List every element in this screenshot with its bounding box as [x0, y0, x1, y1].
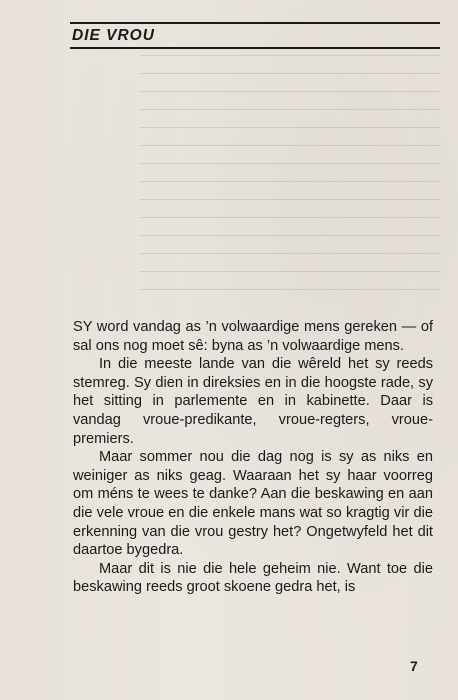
paragraph-2: In die meeste lande van die wêreld het sy reeds stemreg. Sy dien in direksies en in die hoogste rade, sy het sitting in parlemente en in kabinette. Daar is vandag vroue-predikante, vroue-regters, vroue-premiers. [73, 356, 433, 447]
header-rule-bottom [70, 47, 440, 49]
page-number: 7 [410, 658, 418, 674]
paragraph-4: Maar dit is nie die hele geheim nie. Want toe die beskawing reeds groot skoene gedra het, is [73, 560, 433, 596]
paragraph-1: SY word vandag as ’n volwaardige mens gereken — of sal ons nog moet sê: byna as ’n volwaardige mens. [73, 319, 433, 354]
body-text [73, 318, 433, 597]
bleed-through-texture [140, 55, 440, 305]
chapter-title: DIE VROU [72, 27, 155, 44]
chapter-header [70, 22, 440, 49]
paragraph-3: Maar sommer nou die dag nog is sy as niks en weiniger as niks geag. Waaraan het sy haar voorreg om méns te wees te danke? Aan die beskawing en aan die vele vroue en die enkele mans wat so kragtig vir die erkenning van die vrou gestry het? Ongetwyfeld het dit daartoe bygedra. [73, 449, 433, 559]
header-rule-top [70, 22, 440, 24]
